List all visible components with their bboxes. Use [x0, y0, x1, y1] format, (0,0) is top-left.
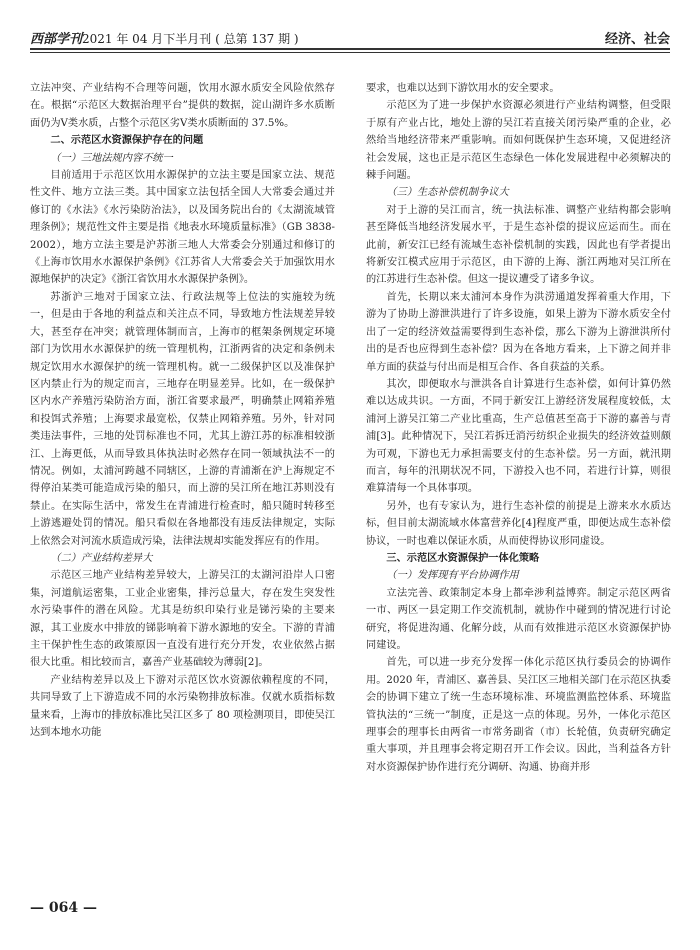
- paragraph: 产业结构差异以及上下游对示范区饮水资源依赖程度的不同，共同导致了上下游造成不同的水污染物排放标准。仅就水质指标数量来看，上海市的排放标准比吴江区多了 80 项检测项目，即使吴江达到本地水功能: [30, 674, 335, 739]
- paragraph: 其次，即便取水与泄洪各自计算进行生态补偿，如何计算仍然难以达成共识。一方面，不同于新安江上游经济发展程度较低，太浦河上游吴江第二产业比重高，生产总值甚至高于下游的嘉善与青浦[3]。此种情况下，吴江若拆迁消污纺织企业损失的经济效益则颇为可观，下游也无力承担需要支付的生态补偿。另一方面，就汛期而言，每年的汛期状况不同，下游投入也不同，若进行计算，则很难算清每一个具体事项。: [366, 378, 671, 495]
- paragraph: 对于上游的吴江而言，统一执法标准、调整产业结构都会影响甚至降低当地经济发展水平，于是生态补偿的提议应运而生。而在此前，新安江已经有流域生态补偿机制的实践，因此也有学者提出将新安江模式应用于示范区，由下游的上海、浙江两地对吴江所在的江苏进行生态补偿。但这一提议遭受了诸多争议。: [366, 204, 671, 286]
- journal-title: [30, 28, 299, 47]
- paragraph: 苏浙沪三地对于国家立法、行政法规等上位法的实施较为统一，但是由于各地的利益点和关注点不同，导致地方性法规差异较大，甚至存在冲突；就管理体制而言，上海市的框架条例规定环境部门为饮用水水源保护的统一管理机构，江浙两省的决定和条例未规定饮用水水源保护的统一管理机构。就一二级保护区以及准保护区内禁止行为的规定而言，三地存在明显差异。比如，在一级保护区内水产养殖污染防治方面，浙江省要求最严，明确禁止网箱养殖和投饵式养殖；上海要求最宽松，仅禁止网箱养殖。另外，针对同类违法事件，三地的处罚标准也不同，尤其上游江苏的标准相较浙江、上海更低，从而导致具体执法时必然存在同一领域执法不一的情况。例如，太浦河跨越不同辖区，上游的青浦渐在沪上海规定不得停泊某类可能造成污染的船只，而上游的吴江所在地江苏则没有禁止。在实际生活中，常发生在青浦进行检查时，船只随时转移至上游逃避处罚的情况。船只看似在各地都没有违反法律规定，实际上依然会对河流水质造成污染，法律法规却实能发挥应有的作用。: [30, 291, 335, 547]
- section-label: 经济、社会: [604, 32, 670, 47]
- subsection-heading: （三）生态补偿机制争议大: [386, 187, 509, 199]
- subsection-heading: （一）三地法规内容不统一: [50, 152, 173, 164]
- issue-info: 2021 年 04 月下半月刊 ( 总第 137 期 ): [82, 32, 299, 46]
- paragraph: 示范区为了进一步保护水资源必须进行产业结构调整，但受限于原有产业占比，地处上游的吴江若直接关闭污染严重的企业，必然给当地经济带来严重影响。而如何既保护生态环境，又促进经济社会发展，这也正是示范区生态绿色一体化发展进程中必须解决的棘手问题。: [366, 100, 671, 182]
- page-number: — 064 —: [30, 900, 97, 916]
- paragraph: 示范区三地产业结构差异较大，上游吴江的太湖河沿岸人口密集，河道航运密集，工业企业密集，排污总量大，存在发生突发性水污染事件的潜在风险。尤其是纺织印染行业是锑污染的主要来源，其工业废水中排放的锑影响着下游水源地的安全。下游的青浦主干保护性生态的政策原因一直没有进行充分开发，农业依然占据很大比重。相比较而言，嘉善产业基础较为薄弱[2]。: [30, 570, 335, 669]
- paragraph: 立法完善、政策制定本身上都牵涉利益博弈。制定示范区两省一市、两区一县定期工作交流机制，就协作中碰到的情况进行讨论研究，将促进沟通、化解分歧，从而有效推进示范区水资源保护协同建设。: [366, 587, 671, 651]
- journal-logo: 西部学刊: [30, 32, 83, 47]
- header-rule-thin: [30, 52, 670, 53]
- page-header: [30, 8, 670, 70]
- paragraph: 另外，也有专家认为，进行生态补偿的前提是上游来水水质达标，但目前太湖流域水体富营养化[4]程度严重，即便达成生态补偿协议，一时也难以保证水质，从而使得协议形同虚设。: [366, 500, 671, 547]
- paragraph: 首先，长期以来太浦河本身作为洪涝通道发挥着重大作用，下游为了协助上游泄洪进行了许多设施，如果上游为下游水质安全付出了一定的经济效益需要得到生态补偿，那么下游为上游泄洪所付出的是否也应得到生态补偿？因为在各地方看来，上下游之间并非单方面的获益与付出而是相互合作、各自获益的关系。: [366, 291, 671, 373]
- subsection-heading: （二）产业结构差异大: [50, 552, 153, 564]
- paragraph: 目前适用于示范区饮用水源保护的立法主要是国家立法、规范性文件、地方立法三类。其中国家立法包括全国人大常委会通过并修订的《水法》《水污染防治法》，以及国务院出台的《太湖流域管理条例》；规范性文件主要是指《地表水环境质量标准》（GB 3838-2002），地方立法主要是沪苏浙三地人大常委会分别通过和修订的《上海市饮用水水源保护条例》《江苏省人大常委会关于加强饮用水源地保护的决定》《浙江省饮用水水源保护条例》。: [30, 170, 335, 286]
- header-rule: [30, 48, 670, 50]
- paragraph: 要求，也难以达到下游饮用水的安全要求。: [366, 83, 560, 94]
- subsection-heading: （一）发挥现有平台协调作用: [386, 570, 519, 582]
- section-heading: 三、示范区水资源保护一体化策略: [386, 552, 540, 564]
- left-column: [30, 80, 335, 741]
- right-column: [366, 80, 671, 776]
- paragraph: 首先，可以进一步充分发挥一体化示范区执行委员会的协调作用。2020 年，青浦区、嘉善县、吴江区三地相关部门在示范区执委会的协调下建立了统一生态环境标准、环境监测监控体系、环境监管执法的“三统一”制度，正是这一点的体现。另外，一体化示范区理事会的理事长由两省一市常务副省（市）长轮值，负责研究确定重大事项，并且理事会将定期召开工作会议。因此，当利益各方针对水资源保护协作进行充分调研、沟通、协商并形: [366, 657, 671, 773]
- paragraph: 立法冲突、产业结构不合理等问题，饮用水源水质安全风险依然存在。根据“示范区大数据治理平台”提供的数据，淀山湖许多水质断面仍为Ⅴ类水质，占整个示范区劣Ⅴ类水质断面的 37.5%。: [30, 83, 335, 129]
- section-heading: 二、示范区水资源保护存在的问题: [50, 135, 204, 147]
